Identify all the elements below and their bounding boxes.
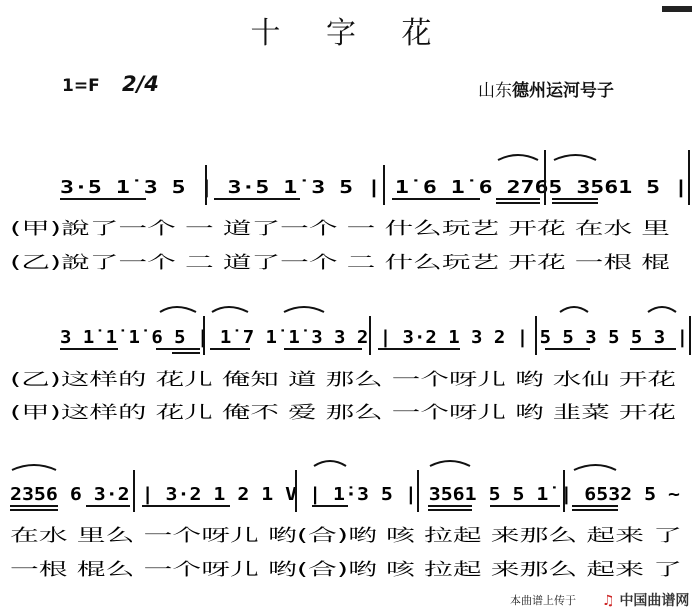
system-3-lyric-1: 在水 里么 一个呀儿 哟(合)哟 咳 拉起 来那么 起来 了 [10, 526, 682, 546]
slur [284, 307, 324, 312]
system-2-lyric-1: (乙)这样的 花儿 俺知 道 那么 一个呀儿 哟 水仙 开花 [10, 370, 676, 390]
system-3-notes: 2356 6 3·2 | 3·2 1 2 1 V | 1̇·3 5 | 3561 5 5 1̇ | 6532 5 ~ [10, 484, 681, 505]
slur [160, 307, 196, 312]
system-1 [60, 150, 689, 205]
system-1-lyric-2: (乙)說了一个 二 道了一个 二 什么玩艺 开花 一根 棍 [10, 253, 402, 273]
system-1-notes: 3·5 1̇ 3 5 | 3·5 1̇ 3 5 | 1̇ 6 1̇ 6 2765 3561 5 | [60, 177, 688, 198]
system-1-lyric-1: (甲)說了一个 一 道了一个 一 什么玩艺 开花 在水 里 [10, 219, 670, 239]
origin-name: 德州运河号子 [512, 81, 614, 101]
slur [648, 307, 676, 312]
system-2 [60, 307, 690, 355]
slur [574, 465, 616, 470]
system-2-lyric-2: (甲)这样的 花儿 俺不 爱 那么 一个呀儿 哟 韭菜 开花 [10, 403, 676, 423]
footer-uploaded-text: 本曲谱上传于 [510, 594, 576, 607]
slur [498, 155, 538, 160]
site-name: 中国曲谱网 [619, 593, 690, 609]
system-3-lyric-2: 一根 棍么 一个呀儿 哟(合)哟 咳 拉起 来那么 起来 了 [10, 560, 407, 580]
time-signature: 2/4 [122, 72, 159, 96]
song-title: 十 字 花 [250, 16, 450, 51]
key-signature: 1=F [62, 76, 100, 96]
system-3 [10, 461, 680, 512]
slur [314, 461, 346, 466]
origin-prefix: 山东 [478, 81, 512, 101]
slur [560, 307, 588, 312]
slur [554, 155, 596, 160]
slur [430, 461, 470, 466]
site-logo[interactable] [602, 590, 689, 610]
slur [12, 465, 56, 470]
system-2-notes: 3 1̇ 1̇ 1̇ 6 5 | 1̇ 7 1̇ 1̇ 3 3 2 | 3·2 1 3 2 | 5 5 3 5 5 3 | [60, 327, 688, 348]
slur [212, 307, 248, 312]
logo-mark-icon: ♫ [602, 593, 615, 609]
